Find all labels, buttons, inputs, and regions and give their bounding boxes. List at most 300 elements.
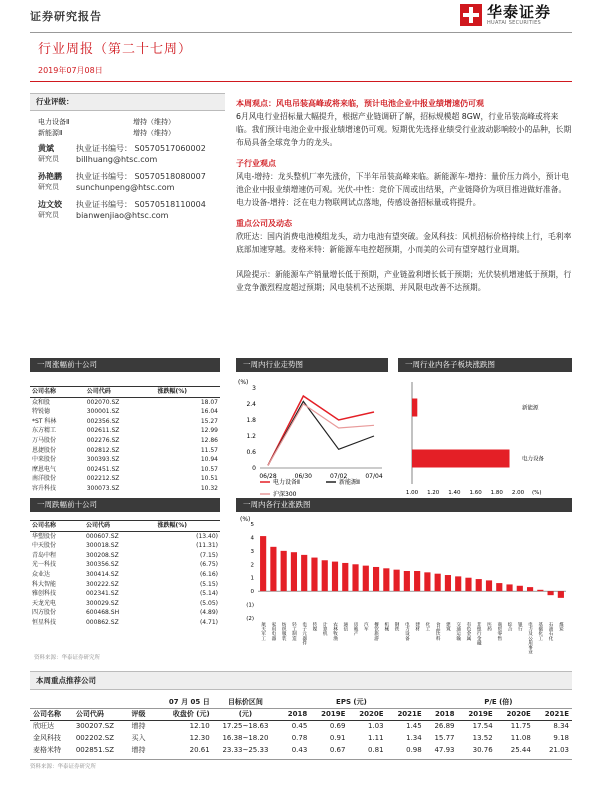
industry-chart-title: 一周内各行业涨跌图 xyxy=(236,498,572,512)
bar xyxy=(558,591,564,598)
gainers-cell: 18.07 xyxy=(200,398,218,406)
losers-cell: 华塑股份 xyxy=(32,532,57,540)
report-title: 行业周报（第二十七周） xyxy=(38,42,193,57)
trend-chart-panel xyxy=(236,358,388,506)
paragraph-risk: 风险提示：新能源车产销量增长低于预期，产业链盈利增长低于预期；光伏装机增速低于预期，行业竞争激烈程度超过预期；风电装机不达预期、并风限电改善不达预期。 xyxy=(236,270,572,292)
ks-cell: 0.69 xyxy=(329,722,346,731)
bar xyxy=(332,562,338,592)
table-row xyxy=(30,618,220,628)
gainers-cell: 002611.SZ xyxy=(86,427,120,435)
table-row xyxy=(30,474,220,484)
losers-cell: 四方股份 xyxy=(32,609,57,617)
x-tick-label: 06/30 xyxy=(294,473,312,480)
gainers-cell: 中来股份 xyxy=(32,456,57,464)
ks-col-header: (元) xyxy=(238,710,253,718)
losers-cell: (5.15) xyxy=(199,580,218,588)
key-stocks-section xyxy=(30,671,572,770)
gainers-cell: 10.32 xyxy=(200,484,218,492)
losers-cell: 300222.SZ xyxy=(85,580,119,588)
x-tick-label: 1.80 xyxy=(490,490,503,496)
col-header: 公司代码 xyxy=(84,521,156,532)
losers-cell: (5.14) xyxy=(199,590,218,598)
ks-cell: 增持 xyxy=(131,722,146,731)
gainers-cell: 300001.SZ xyxy=(86,408,120,416)
ks-cell: 25.44 xyxy=(510,746,531,754)
key-stocks-table xyxy=(30,696,572,756)
table-row xyxy=(30,426,220,436)
category-label: 传媒 xyxy=(311,622,317,632)
table-row xyxy=(30,397,220,407)
bar xyxy=(465,578,471,591)
y-axis-label: (%) xyxy=(240,516,251,523)
brand-logo-icon xyxy=(460,4,482,26)
col-header: 公司名称 xyxy=(30,387,85,398)
gainers-cell: 10.51 xyxy=(200,475,218,483)
gainers-cell: 特锐德 xyxy=(32,408,51,416)
losers-cell: 300018.SZ xyxy=(85,542,119,550)
gainers-cell: 12.99 xyxy=(200,427,218,435)
losers-cell: 雅创科技 xyxy=(32,590,57,598)
analyst-email[interactable]: bianwenjiao@htsc.com xyxy=(76,211,169,220)
table-row xyxy=(30,465,220,475)
ks-cell: 16.38~18.20 xyxy=(222,734,269,742)
category-label: 钢铁 xyxy=(394,622,400,632)
category-label: 非银行金融 xyxy=(476,622,482,645)
category-label: 商贸零售 xyxy=(496,622,502,641)
table-row xyxy=(30,407,220,417)
gainers-cell: 16.04 xyxy=(200,408,218,416)
x-axis-unit: (%) xyxy=(532,490,542,496)
col-header: 公司代码 xyxy=(85,387,156,398)
bar xyxy=(412,450,510,468)
gainers-cell: 002276.SZ xyxy=(86,436,120,444)
ks-cell: 1.34 xyxy=(406,734,422,742)
losers-cell: 300356.SZ xyxy=(85,561,119,569)
eps-header: EPS (元) xyxy=(336,697,367,706)
paragraph-overview: 6月风电行业招标量大幅提升，根据产业链调研了解，招标规模超 8GW，行业吊装高峰或将来临。我们预计电池企业中报业绩增速仍可观。短期优先选择业绩受行业波动影响较小的品种，长期布局具备全球竞争力的龙头。 xyxy=(236,112,572,147)
losers-cell: (13.40) xyxy=(196,532,218,540)
gainers-cell: 12.86 xyxy=(200,436,218,444)
gainers-cell: 300393.SZ xyxy=(86,456,120,464)
losers-cell: 300029.SZ xyxy=(85,599,119,607)
y-tick-label: (1) xyxy=(246,602,254,609)
losers-cell: (4.89) xyxy=(199,609,218,617)
losers-cell: (4.71) xyxy=(199,618,218,626)
ks-cell: 金风科技 xyxy=(33,734,61,742)
y-tick-label: 1.8 xyxy=(246,417,256,424)
gainers-cell: 摩恩电气 xyxy=(32,465,57,473)
bar xyxy=(496,583,502,591)
gainers-panel xyxy=(30,358,220,494)
table-row xyxy=(30,436,220,446)
gainers-cell: 11.57 xyxy=(200,446,218,454)
x-tick-label: 07/04 xyxy=(365,473,383,480)
ks-cell: 13.52 xyxy=(472,734,493,742)
category-label: 家用电器 xyxy=(270,622,276,641)
header-divider xyxy=(30,32,572,33)
ks-col-header: 2018 xyxy=(287,710,308,718)
bar xyxy=(373,567,379,591)
ks-cell: 11.75 xyxy=(510,722,531,731)
table-row xyxy=(30,589,220,599)
bar xyxy=(537,590,543,591)
ks-cell: 8.34 xyxy=(553,722,569,731)
brand-name-cn: 华泰证券 xyxy=(487,2,552,21)
ks-col-header: 2018 xyxy=(435,710,455,718)
category-label: 轻工制造 xyxy=(291,622,297,641)
ks-cell: 11.08 xyxy=(510,734,531,742)
y-tick-label: 5 xyxy=(250,522,254,528)
ks-cell: 0.81 xyxy=(367,746,384,754)
close-date-header: 07 月 05 日 xyxy=(168,697,210,706)
losers-cell: 300208.SZ xyxy=(85,551,119,559)
table-row xyxy=(30,580,220,590)
analyst-name: 孙艳鹏 xyxy=(38,172,62,181)
bar xyxy=(352,564,358,591)
ks-col-header: 2020E xyxy=(359,710,384,718)
ks-cell: 47.93 xyxy=(434,746,455,754)
table-row xyxy=(30,455,220,465)
category-label: 电子元器件 xyxy=(301,622,307,645)
category-label: 通信 xyxy=(342,622,348,632)
gainers-cell: *ST 科林 xyxy=(32,417,57,425)
gainers-cell: 002451.SZ xyxy=(86,465,120,473)
x-tick-label: 1.40 xyxy=(448,490,461,496)
analyst-role: 研究员 xyxy=(38,155,59,163)
category-label: 综合 xyxy=(507,622,513,632)
category-label: 化工 xyxy=(424,622,430,632)
ks-cell: 1.45 xyxy=(406,722,422,731)
losers-cell: 002341.SZ xyxy=(85,590,119,598)
series-line xyxy=(268,396,374,465)
legend-label: 沪深300 xyxy=(273,491,297,498)
gainers-cell: 东方精工 xyxy=(32,427,57,435)
losers-cell: 科大智能 xyxy=(32,580,57,588)
analyst-name: 边文姣 xyxy=(38,200,62,209)
legend-label: 电力设备Ⅱ xyxy=(273,479,300,486)
bar xyxy=(311,558,317,592)
y-axis-label: (%) xyxy=(238,379,249,386)
ks-cell: 1.03 xyxy=(367,722,384,731)
key-stocks-source: 资料来源：华泰证券研究所 xyxy=(30,759,572,770)
brand-name-en: HUATAI SECURITIES xyxy=(487,19,541,26)
ks-cell: 0.78 xyxy=(291,734,308,742)
ks-col-header: 收盘价 (元) xyxy=(172,710,210,718)
losers-cell: (6.16) xyxy=(199,570,218,578)
rating-value: 增持（维持） xyxy=(133,129,175,137)
y-tick-label: 3 xyxy=(250,548,254,555)
col-header: 涨跌幅(%) xyxy=(155,521,220,532)
y-tick-label: (2) xyxy=(246,616,254,622)
category-label: 电力设备 xyxy=(404,622,410,641)
report-type: 证券研究报告 xyxy=(30,10,102,23)
analyst-role: 研究员 xyxy=(38,183,59,191)
bar xyxy=(455,576,461,591)
category-label: 农林牧渔 xyxy=(332,622,338,641)
paragraph-subsector: 风电-增持：龙头整机厂率先涨价，下半年吊装高峰来临。新能源车-增持：量价压力尚小，预计电池企业中报业绩增速仍可观。光伏-中性：竞价下周或出结果，产业链降价为项目推进做好准备。电力设备-增持：泛在电力物联网试点落地，传感设备招标量或将提升。 xyxy=(236,172,570,207)
rating-name: 新能源Ⅱ xyxy=(38,129,63,137)
y-tick-label: 0.6 xyxy=(246,449,256,456)
gainers-cell: 300073.SZ xyxy=(86,484,120,492)
rating-header: 行业评级： xyxy=(30,93,225,111)
category-label: 银行 xyxy=(517,622,523,632)
losers-cell: 000607.SZ xyxy=(85,532,119,540)
summary-text xyxy=(236,97,574,294)
y-tick-label: 3 xyxy=(252,385,256,392)
ks-cell: 买入 xyxy=(131,734,146,742)
category-label: 有色金属 xyxy=(465,622,471,641)
ks-cell: 26.89 xyxy=(434,722,455,731)
ks-cell: 21.03 xyxy=(548,746,569,754)
y-tick-label: 0 xyxy=(252,465,256,472)
losers-cell: 青岛中程 xyxy=(32,551,57,559)
y-tick-label: 0 xyxy=(250,589,254,596)
gainers-table xyxy=(30,386,220,494)
category-label: 电力设备 xyxy=(522,456,545,463)
ks-cell: 23.33~25.33 xyxy=(222,746,269,754)
category-label: 餐饮旅游 xyxy=(373,622,379,641)
category-label: 基础化工 xyxy=(537,622,543,641)
ks-cell: 欣旺达 xyxy=(33,722,54,731)
losers-cell: 光一科技 xyxy=(32,561,57,569)
bar xyxy=(260,536,266,591)
legend-label: 新能源Ⅱ xyxy=(339,479,360,486)
analyst-card xyxy=(38,171,238,193)
category-label: 煤炭 xyxy=(558,622,564,632)
bar xyxy=(414,571,420,591)
ks-col-header: 公司代码 xyxy=(75,710,104,718)
ks-cell: 17.54 xyxy=(472,722,493,731)
gainers-cell: 002356.SZ xyxy=(86,417,120,425)
bar xyxy=(281,551,287,591)
losers-table xyxy=(30,520,220,628)
bar xyxy=(301,555,307,591)
bar xyxy=(322,560,328,591)
rating-name: 电力设备Ⅱ xyxy=(38,118,70,126)
ks-cell: 17.25~18.63 xyxy=(222,722,269,731)
ks-cell: 30.76 xyxy=(472,746,493,754)
bar xyxy=(486,580,492,591)
category-label: 建材 xyxy=(414,622,420,632)
col-header: 涨跌幅(%) xyxy=(155,387,220,398)
losers-cell: (6.75) xyxy=(199,561,218,569)
category-label: 建筑 xyxy=(445,622,451,632)
category-label: 汽车 xyxy=(363,622,369,632)
gainers-cell: 众和股 xyxy=(32,398,51,406)
ks-cell: 12.30 xyxy=(189,734,210,742)
ks-cell: 12.10 xyxy=(189,722,210,731)
rating-value: 增持（维持） xyxy=(133,118,175,126)
analyst-email[interactable]: billhuang@htsc.com xyxy=(76,155,158,164)
ks-col-header: 2021E xyxy=(544,710,569,718)
ks-cell: 麦格米特 xyxy=(33,746,61,754)
bar xyxy=(291,552,297,591)
gainers-cell: 万马股份 xyxy=(32,436,57,444)
paragraph-key-company: 欣旺达：国内消费电池模组龙头，动力电池有望突破。金风科技：风机招标价格持续上行，毛利率底部加速穿越。麦格米特：新能源车电控超预期，小而美的公司有望穿越行业周期。 xyxy=(236,232,572,254)
category-label: 新能源 xyxy=(522,405,539,412)
sector-chart xyxy=(398,376,572,506)
bar xyxy=(506,584,512,591)
table-row xyxy=(30,599,220,609)
bar xyxy=(342,563,348,591)
gainers-cell: 南洋股份 xyxy=(32,475,57,483)
ks-cell: 002851.SZ xyxy=(75,746,115,754)
sector-chart-panel xyxy=(398,358,572,506)
losers-cell: 300414.SZ xyxy=(85,570,119,578)
ks-cell: 0.43 xyxy=(291,746,308,754)
bar xyxy=(383,568,389,591)
x-tick-label: 1.00 xyxy=(405,490,419,496)
category-label: 食品饮料 xyxy=(435,622,441,641)
ks-col-header: 2021E xyxy=(397,710,422,718)
ks-cell: 002202.SZ xyxy=(75,734,115,742)
table-row xyxy=(30,560,220,570)
ks-cell: 0.45 xyxy=(291,722,308,731)
rating-row xyxy=(38,128,217,139)
gainers-cell: 10.57 xyxy=(200,465,218,473)
table-row xyxy=(30,551,220,561)
category-label: 纺织服装 xyxy=(281,622,287,641)
analyst-card xyxy=(38,143,238,165)
industry-chart xyxy=(236,514,572,664)
x-tick-label: 06/28 xyxy=(259,473,277,480)
y-tick-label: 2.4 xyxy=(246,401,256,408)
losers-cell: 000862.SZ xyxy=(85,618,119,626)
table-row xyxy=(30,531,220,541)
losers-cell: (5.05) xyxy=(199,599,218,607)
report-date: 2019年07月08日 xyxy=(38,66,103,75)
table-row xyxy=(30,446,220,456)
key-company-heading: 重点公司及动态 xyxy=(236,219,292,228)
bar xyxy=(435,574,441,591)
ks-cell: 15.77 xyxy=(434,734,455,742)
trend-chart-title: 一周内行业走势图 xyxy=(236,358,388,372)
losers-cell: 恒星科技 xyxy=(32,618,57,626)
ks-cell: 0.67 xyxy=(329,746,346,754)
y-tick-label: 1 xyxy=(250,575,254,582)
analyst-card xyxy=(38,199,238,221)
key-stocks-title: 本周重点推荐公司 xyxy=(30,671,572,690)
category-label: 石油石化 xyxy=(548,622,554,641)
ks-col-header: 2020E xyxy=(506,710,531,718)
analyst-cert: 执业证书编号： S0570518110004 xyxy=(76,200,206,209)
ks-cell: 0.91 xyxy=(329,734,346,742)
bar xyxy=(412,399,417,417)
ks-cell: 1.11 xyxy=(367,734,384,742)
table-row xyxy=(30,541,220,551)
ks-col-header: 评级 xyxy=(131,710,146,718)
analyst-list xyxy=(38,143,238,221)
bar xyxy=(476,579,482,591)
losers-title: 一周跌幅前十公司 xyxy=(30,498,220,512)
table-row xyxy=(30,732,572,744)
pe-header: P/E (倍) xyxy=(484,697,513,706)
gainers-cell: 15.27 xyxy=(200,417,218,425)
bar xyxy=(394,570,400,591)
losers-cell: 中天股份 xyxy=(32,542,57,550)
gainers-cell: 容升科技 xyxy=(32,484,57,492)
ks-col-header: 2019E xyxy=(468,710,493,718)
category-label: 机械 xyxy=(383,622,389,632)
ks-col-header: 公司名称 xyxy=(33,710,61,718)
table-row xyxy=(30,484,220,494)
gainers-title: 一周涨幅前十公司 xyxy=(30,358,220,372)
analyst-email[interactable]: sunchunpeng@htsc.com xyxy=(76,183,175,192)
ks-cell: 20.61 xyxy=(189,746,210,754)
analyst-name: 黄斌 xyxy=(38,144,54,153)
gainers-cell: 002812.SZ xyxy=(86,446,120,454)
subsector-heading: 子行业观点 xyxy=(236,159,276,168)
category-label: 电力及公用事业 xyxy=(527,622,533,655)
x-tick-label: 1.60 xyxy=(469,490,482,496)
analyst-cert: 执业证书编号： S0570517060002 xyxy=(76,144,206,153)
bar xyxy=(445,575,451,591)
gainers-cell: 10.94 xyxy=(200,456,218,464)
industry-chart-panel xyxy=(236,498,572,664)
headline: 本周观点：风电吊装高峰或将来临，预计电池企业中报业绩增速仍可观 xyxy=(236,99,484,108)
ks-cell: 增持 xyxy=(131,746,146,754)
bar xyxy=(548,591,554,595)
losers-cell: 众业达 xyxy=(32,570,51,578)
ks-cell: 300207.SZ xyxy=(75,722,115,731)
losers-cell: 天龙光电 xyxy=(32,599,57,607)
losers-cell: (11.31) xyxy=(196,542,218,550)
title-divider xyxy=(30,81,572,82)
table-row xyxy=(30,608,220,618)
analyst-role: 研究员 xyxy=(38,211,59,219)
table-row xyxy=(30,720,572,732)
x-tick-label: 1.20 xyxy=(427,490,440,496)
bar xyxy=(404,571,410,591)
trend-chart xyxy=(236,376,388,506)
rating-row xyxy=(38,117,217,128)
bar xyxy=(363,566,369,592)
col-header: 公司名称 xyxy=(30,521,84,532)
target-range-header: 目标价区间 xyxy=(227,697,263,706)
bar xyxy=(270,547,276,591)
category-label: 航天军工 xyxy=(260,622,266,641)
table-row xyxy=(30,570,220,580)
y-tick-label: 4 xyxy=(250,535,254,542)
bar xyxy=(527,587,533,591)
bar xyxy=(424,572,430,591)
x-tick-label: 2.00 xyxy=(511,490,525,496)
category-label: 房地产 xyxy=(353,622,359,636)
gainers-cell: 002070.SZ xyxy=(86,398,120,406)
brand-logo xyxy=(460,4,551,26)
source-note: 资料来源：华泰证券研究所 xyxy=(34,655,101,661)
ks-cell: 9.18 xyxy=(553,734,569,742)
gainers-cell: 002212.SZ xyxy=(86,475,120,483)
table-row xyxy=(30,744,572,756)
category-label: 计算机 xyxy=(322,622,328,636)
ks-cell: 0.98 xyxy=(406,746,422,754)
table-row xyxy=(30,417,220,427)
bar xyxy=(517,586,523,591)
category-label: 医药 xyxy=(486,622,492,632)
y-tick-label: 2 xyxy=(250,562,254,569)
y-tick-label: 1.2 xyxy=(246,433,256,440)
sector-chart-title: 一周行业内各子板块涨跌图 xyxy=(398,358,572,372)
category-label: 交通运输 xyxy=(455,622,461,641)
losers-cell: (7.15) xyxy=(199,551,218,559)
x-tick-label: 07/02 xyxy=(330,473,348,480)
rating-section xyxy=(30,93,225,139)
losers-cell: 600468.SH xyxy=(85,609,120,617)
gainers-cell: 恩捷股份 xyxy=(32,446,57,454)
analyst-cert: 执业证书编号： S0570518080007 xyxy=(76,172,206,181)
ks-col-header: 2019E xyxy=(321,710,346,718)
